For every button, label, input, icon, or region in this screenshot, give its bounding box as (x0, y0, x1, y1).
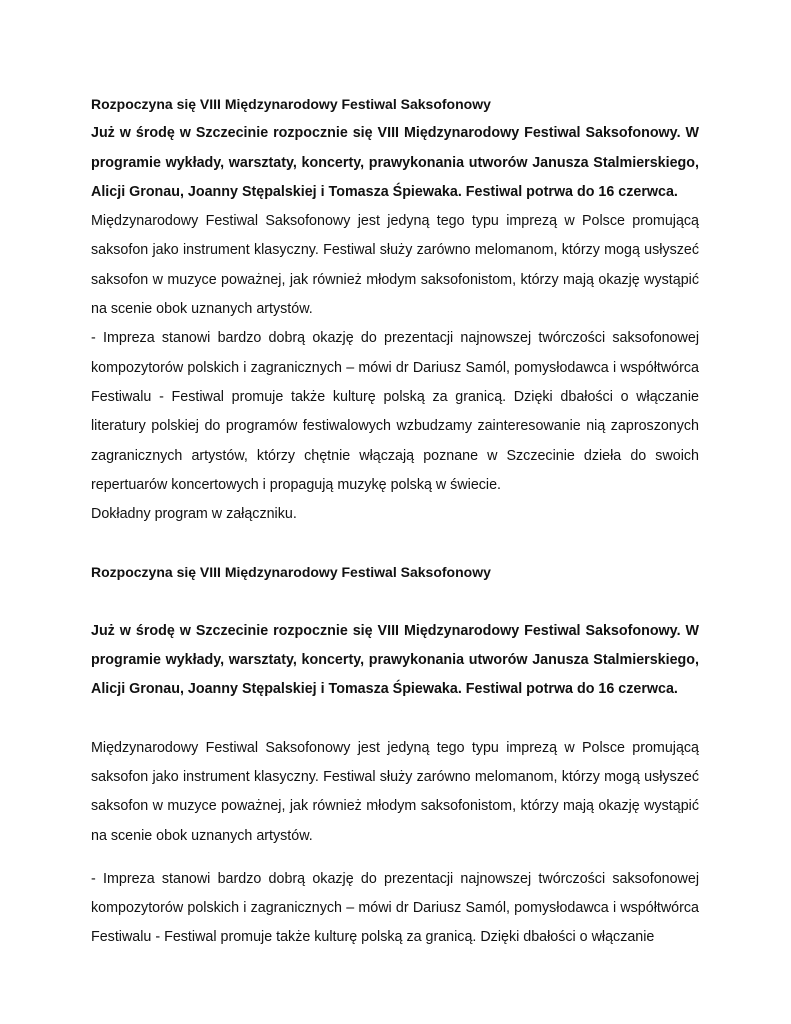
article-lead-repeat: Już w środę w Szczecinie rozpocznie się VIII Międzynarodowy Festiwal Saksofonowy. W programie wykłady, warsztaty, koncerty, prawykonania utworów Janusza Stalmierskiego, Alicji Gronau, Joanny Stępalskiej i Tomasza Śpiewaka. Festiwal potrwa do 16 czerwca. (91, 622, 699, 698)
article-lead: Już w środę w Szczecinie rozpocznie się VIII Międzynarodowy Festiwal Saksofonowy. W programie wykłady, warsztaty, koncerty, prawykonania utworów Janusza Stalmierskiego, Alicji Gronau, Joanny Stępalskiej i Tomasza Śpiewaka. Festiwal potrwa do 16 czerwca. (91, 125, 699, 200)
article-body-repeat: Międzynarodowy Festiwal Saksofonowy jest jedyną tego typu imprezą w Polsce promującą saksofon jako instrument klasyczny. Festiwal służy zarówno melomanom, którzy mogą usłyszeć saksofon w muzyce poważnej, jak również młodym saksofonistom, którzy mają okazję wystąpić na scenie obok uznanych artystów. (91, 739, 699, 844)
article-title: Rozpoczyna się VIII Międzynarodowy Festiwal Saksofonowy (91, 96, 491, 112)
document-page (91, 90, 699, 953)
article-title-repeat: Rozpoczyna się VIII Międzynarodowy Festiwal Saksofonowy (91, 564, 491, 581)
attachment-note: Dokładny program w załączniku. (91, 506, 297, 523)
article-quote-repeat: - Impreza stanowi bardzo dobrą okazję do prezentacji najnowszej twórczości saksofonowej kompozytorów polskich i zagranicznych – mówi dr Dariusz Samól, pomysłodawca i współtwórca Festiwalu - Festiwal promuje także kulturę polską za granicą. Dzięki dbałości o włączanie (91, 870, 699, 946)
article-body: Międzynarodowy Festiwal Saksofonowy jest jedyną tego typu imprezą w Polsce promującą saksofon jako instrument klasyczny. Festiwal służy zarówno melomanom, którzy mogą usłyszeć saksofon w muzyce poważnej, jak również młodym saksofonistom, którzy mają okazję wystąpić na scenie obok uznanych artystów. (91, 213, 699, 318)
article-quote: - Impreza stanowi bardzo dobrą okazję do prezentacji najnowszej twórczości saksofonowej kompozytorów polskich i zagranicznych – mówi dr Dariusz Samól, pomysłodawca i współtwórca Festiwalu - Festiwal promuje także kulturę polską za granicą. Dzięki dbałości o włączanie literatury polskiej do programów festiwalowych wzbudzamy zainteresowanie nią zaproszonych zagranicznych artystów, którzy chętnie włączają poznane w Szczecinie dzieła do swoich repertuarów koncertowych i propagują muzykę polską w świecie. (91, 330, 699, 493)
